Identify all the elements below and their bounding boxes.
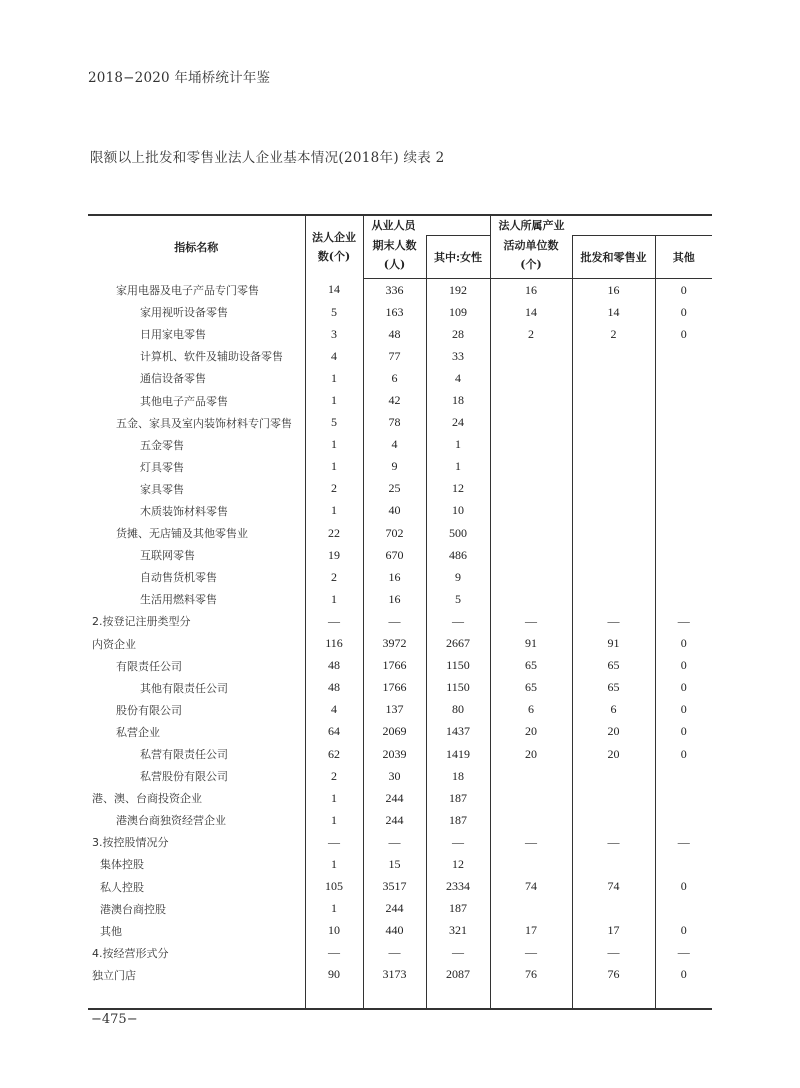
row-indicator-name: 其他 xyxy=(100,924,122,938)
cell-other xyxy=(655,588,712,610)
statistics-table xyxy=(88,214,712,1010)
cell-legal-entities: 1 xyxy=(305,389,363,411)
header-legal-entities xyxy=(305,215,363,279)
cell-wholesale-retail xyxy=(572,898,655,920)
cell-female: 187 xyxy=(426,809,490,831)
cell-other xyxy=(655,898,712,920)
table-row xyxy=(88,677,712,699)
cell-activity-units xyxy=(490,853,572,875)
row-indicator-name: 2.按登记注册类型分 xyxy=(92,615,191,629)
table-row xyxy=(88,301,712,323)
header-female: 其中:女性 xyxy=(426,236,490,279)
cell-activity-units xyxy=(490,588,572,610)
row-indicator-name: 五金零售 xyxy=(140,438,184,452)
header-activity-units-line1: 活动单位数 xyxy=(503,238,559,252)
cell-year-end-count: 40 xyxy=(363,500,426,522)
row-indicator-name: 家用电器及电子产品专门零售 xyxy=(116,283,259,297)
cell-wholesale-retail xyxy=(572,478,655,500)
cell-legal-entities: 14 xyxy=(305,279,363,302)
cell-female: 1150 xyxy=(426,655,490,677)
header-legal-entities-line2: 数(个) xyxy=(317,250,351,264)
cell-other: — xyxy=(655,831,712,853)
header-employees-group: 从业人员 xyxy=(363,215,490,236)
cell-legal-entities: 105 xyxy=(305,876,363,898)
cell-activity-units: 20 xyxy=(490,721,572,743)
cell-wholesale-retail xyxy=(572,544,655,566)
cell-legal-entities: 4 xyxy=(305,345,363,367)
running-head: 2018−2020 年埇桥统计年鉴 xyxy=(88,70,271,86)
spacer-cell xyxy=(572,986,655,1009)
row-indicator-name: 日用家电零售 xyxy=(140,328,206,342)
cell-female: 24 xyxy=(426,412,490,434)
cell-wholesale-retail xyxy=(572,853,655,875)
cell-legal-entities: 48 xyxy=(305,677,363,699)
table-row xyxy=(88,876,712,898)
cell-activity-units xyxy=(490,456,572,478)
cell-year-end-count: 42 xyxy=(363,389,426,411)
cell-female: 109 xyxy=(426,301,490,323)
cell-activity-units: 65 xyxy=(490,677,572,699)
cell-female: 321 xyxy=(426,920,490,942)
row-indicator-name: 互联网零售 xyxy=(140,549,195,563)
cell-female: 2667 xyxy=(426,633,490,655)
cell-wholesale-retail: 6 xyxy=(572,699,655,721)
cell-female: 1 xyxy=(426,434,490,456)
cell-activity-units xyxy=(490,367,572,389)
cell-activity-units: 20 xyxy=(490,743,572,765)
cell-female: 9 xyxy=(426,566,490,588)
row-indicator-name: 有限责任公司 xyxy=(116,659,182,673)
cell-legal-entities: 1 xyxy=(305,898,363,920)
row-indicator-name: 私营企业 xyxy=(116,725,160,739)
cell-activity-units xyxy=(490,765,572,787)
cell-other: 0 xyxy=(655,920,712,942)
cell-wholesale-retail: 20 xyxy=(572,743,655,765)
table-row xyxy=(88,721,712,743)
cell-legal-entities: 5 xyxy=(305,412,363,434)
cell-other: 0 xyxy=(655,876,712,898)
spacer-cell xyxy=(655,986,712,1009)
cell-activity-units: 14 xyxy=(490,301,572,323)
cell-year-end-count: 670 xyxy=(363,544,426,566)
table-row xyxy=(88,920,712,942)
cell-female: 33 xyxy=(426,345,490,367)
cell-activity-units: 6 xyxy=(490,699,572,721)
cell-legal-entities: 2 xyxy=(305,478,363,500)
row-indicator-name: 独立门店 xyxy=(92,968,136,982)
cell-activity-units: 17 xyxy=(490,920,572,942)
cell-other xyxy=(655,544,712,566)
cell-year-end-count: 3517 xyxy=(363,876,426,898)
table-row xyxy=(88,809,712,831)
cell-legal-entities: 10 xyxy=(305,920,363,942)
cell-other: — xyxy=(655,610,712,632)
cell-wholesale-retail: 20 xyxy=(572,721,655,743)
cell-activity-units: 16 xyxy=(490,279,572,302)
cell-year-end-count: 4 xyxy=(363,434,426,456)
table-row xyxy=(88,831,712,853)
cell-year-end-count: 9 xyxy=(363,456,426,478)
cell-legal-entities: 62 xyxy=(305,743,363,765)
cell-female: 1 xyxy=(426,456,490,478)
row-indicator-name: 家具零售 xyxy=(140,482,184,496)
cell-wholesale-retail xyxy=(572,809,655,831)
cell-other: 0 xyxy=(655,677,712,699)
cell-activity-units xyxy=(490,389,572,411)
cell-wholesale-retail xyxy=(572,588,655,610)
cell-wholesale-retail xyxy=(572,522,655,544)
cell-female: — xyxy=(426,610,490,632)
cell-activity-units: 91 xyxy=(490,633,572,655)
table-row xyxy=(88,655,712,677)
cell-other: 0 xyxy=(655,699,712,721)
cell-activity-units: 2 xyxy=(490,323,572,345)
table-row xyxy=(88,964,712,986)
cell-wholesale-retail xyxy=(572,456,655,478)
cell-wholesale-retail: 65 xyxy=(572,655,655,677)
cell-year-end-count: — xyxy=(363,831,426,853)
cell-female: 5 xyxy=(426,588,490,610)
cell-female: 18 xyxy=(426,389,490,411)
cell-activity-units xyxy=(490,345,572,367)
cell-wholesale-retail: — xyxy=(572,831,655,853)
header-industry-group: 法人所属产业 xyxy=(490,215,712,236)
cell-activity-units xyxy=(490,478,572,500)
table-row xyxy=(88,434,712,456)
table-row xyxy=(88,522,712,544)
cell-legal-entities: 2 xyxy=(305,566,363,588)
cell-female: 486 xyxy=(426,544,490,566)
row-indicator-name: 私营股份有限公司 xyxy=(140,770,228,784)
cell-year-end-count: 137 xyxy=(363,699,426,721)
cell-year-end-count: 1766 xyxy=(363,655,426,677)
cell-activity-units xyxy=(490,544,572,566)
cell-female: 1437 xyxy=(426,721,490,743)
cell-year-end-count: 244 xyxy=(363,809,426,831)
cell-activity-units xyxy=(490,566,572,588)
cell-other: 0 xyxy=(655,279,712,302)
cell-other xyxy=(655,389,712,411)
row-indicator-name: 港澳台商独资经营企业 xyxy=(116,814,226,828)
cell-other xyxy=(655,566,712,588)
cell-other: 0 xyxy=(655,655,712,677)
cell-year-end-count: 244 xyxy=(363,898,426,920)
cell-wholesale-retail: 74 xyxy=(572,876,655,898)
cell-activity-units xyxy=(490,434,572,456)
cell-legal-entities: 22 xyxy=(305,522,363,544)
cell-other xyxy=(655,500,712,522)
row-indicator-name: 灯具零售 xyxy=(140,460,184,474)
cell-female: 1150 xyxy=(426,677,490,699)
cell-activity-units xyxy=(490,500,572,522)
cell-legal-entities: 48 xyxy=(305,655,363,677)
table-row xyxy=(88,456,712,478)
table-row xyxy=(88,743,712,765)
cell-other: 0 xyxy=(655,743,712,765)
cell-legal-entities: 1 xyxy=(305,809,363,831)
cell-legal-entities: 90 xyxy=(305,964,363,986)
row-indicator-name: 计算机、软件及辅助设备零售 xyxy=(140,350,283,364)
cell-legal-entities: 1 xyxy=(305,367,363,389)
cell-year-end-count: 16 xyxy=(363,588,426,610)
row-indicator-name: 港澳台商控股 xyxy=(100,902,166,916)
row-indicator-name: 货摊、无店铺及其他零售业 xyxy=(116,527,248,541)
row-indicator-name: 4.按经营形式分 xyxy=(92,946,169,960)
table-row xyxy=(88,588,712,610)
cell-female: 28 xyxy=(426,323,490,345)
row-indicator-name: 私人控股 xyxy=(100,880,144,894)
cell-wholesale-retail xyxy=(572,367,655,389)
table-row xyxy=(88,566,712,588)
cell-activity-units: — xyxy=(490,831,572,853)
row-indicator-name: 内资企业 xyxy=(92,637,136,651)
row-indicator-name: 私营有限责任公司 xyxy=(140,748,228,762)
table-row xyxy=(88,412,712,434)
table-row xyxy=(88,478,712,500)
cell-other: 0 xyxy=(655,633,712,655)
cell-legal-entities: 1 xyxy=(305,853,363,875)
row-indicator-name: 五金、家具及室内装饰材料专门零售 xyxy=(116,416,292,430)
cell-year-end-count: 25 xyxy=(363,478,426,500)
cell-other: 0 xyxy=(655,301,712,323)
cell-year-end-count: 77 xyxy=(363,345,426,367)
cell-other xyxy=(655,345,712,367)
cell-wholesale-retail xyxy=(572,345,655,367)
cell-other xyxy=(655,434,712,456)
cell-other xyxy=(655,367,712,389)
cell-other: — xyxy=(655,942,712,964)
cell-female: 4 xyxy=(426,367,490,389)
cell-wholesale-retail xyxy=(572,787,655,809)
table-row xyxy=(88,500,712,522)
cell-female: 187 xyxy=(426,787,490,809)
cell-year-end-count: 163 xyxy=(363,301,426,323)
cell-activity-units xyxy=(490,522,572,544)
cell-activity-units: — xyxy=(490,942,572,964)
header-activity-units-line2: (个) xyxy=(520,257,542,271)
cell-legal-entities: 19 xyxy=(305,544,363,566)
cell-wholesale-retail: 16 xyxy=(572,279,655,302)
cell-year-end-count: 30 xyxy=(363,765,426,787)
table-row xyxy=(88,345,712,367)
cell-other xyxy=(655,412,712,434)
cell-female: 2334 xyxy=(426,876,490,898)
cell-year-end-count: 3972 xyxy=(363,633,426,655)
cell-year-end-count: 16 xyxy=(363,566,426,588)
header-year-end-count-line1: 期末人数 xyxy=(372,238,417,252)
spacer-cell xyxy=(305,986,363,1009)
cell-year-end-count: 2039 xyxy=(363,743,426,765)
cell-other xyxy=(655,478,712,500)
cell-year-end-count: 244 xyxy=(363,787,426,809)
table-row xyxy=(88,942,712,964)
cell-wholesale-retail xyxy=(572,389,655,411)
cell-legal-entities: 3 xyxy=(305,323,363,345)
cell-wholesale-retail xyxy=(572,500,655,522)
cell-year-end-count: 336 xyxy=(363,279,426,302)
cell-female: 80 xyxy=(426,699,490,721)
cell-female: 2087 xyxy=(426,964,490,986)
header-wholesale-retail: 批发和零售业 xyxy=(572,236,655,279)
table-row xyxy=(88,389,712,411)
cell-legal-entities: 1 xyxy=(305,588,363,610)
row-indicator-name: 港、澳、台商投资企业 xyxy=(92,792,202,806)
header-year-end-count xyxy=(363,236,426,279)
cell-year-end-count: 6 xyxy=(363,367,426,389)
cell-legal-entities: — xyxy=(305,942,363,964)
cell-year-end-count: 702 xyxy=(363,522,426,544)
spacer-cell xyxy=(88,986,305,1009)
cell-other: 0 xyxy=(655,323,712,345)
cell-year-end-count: — xyxy=(363,942,426,964)
cell-activity-units: 76 xyxy=(490,964,572,986)
row-indicator-name: 自动售货机零售 xyxy=(140,571,217,585)
header-legal-entities-line1: 法人企业 xyxy=(312,231,356,245)
table-row xyxy=(88,898,712,920)
cell-legal-entities: 1 xyxy=(305,500,363,522)
cell-legal-entities: 1 xyxy=(305,787,363,809)
cell-activity-units: 74 xyxy=(490,876,572,898)
cell-other: 0 xyxy=(655,721,712,743)
cell-wholesale-retail: 2 xyxy=(572,323,655,345)
cell-wholesale-retail: 17 xyxy=(572,920,655,942)
header-other: 其他 xyxy=(655,236,712,279)
cell-female: — xyxy=(426,942,490,964)
cell-wholesale-retail xyxy=(572,434,655,456)
table-title: 限额以上批发和零售业法人企业基本情况(2018年) 续表 2 xyxy=(90,150,445,166)
cell-female: 500 xyxy=(426,522,490,544)
row-indicator-name: 3.按控股情况分 xyxy=(92,836,169,850)
cell-wholesale-retail: 91 xyxy=(572,633,655,655)
cell-legal-entities: 4 xyxy=(305,699,363,721)
row-indicator-name: 家用视听设备零售 xyxy=(140,306,228,320)
cell-year-end-count: 1766 xyxy=(363,677,426,699)
spacer-cell xyxy=(426,986,490,1009)
cell-year-end-count: 48 xyxy=(363,323,426,345)
cell-other xyxy=(655,456,712,478)
row-indicator-name: 生活用燃料零售 xyxy=(140,593,217,607)
table-row xyxy=(88,544,712,566)
cell-legal-entities: 1 xyxy=(305,434,363,456)
cell-female: 12 xyxy=(426,853,490,875)
cell-other: 0 xyxy=(655,964,712,986)
cell-wholesale-retail: 65 xyxy=(572,677,655,699)
cell-female: 192 xyxy=(426,279,490,302)
table-bottom-spacer xyxy=(88,986,712,1009)
cell-wholesale-retail: — xyxy=(572,610,655,632)
cell-year-end-count: 15 xyxy=(363,853,426,875)
row-indicator-name: 其他电子产品零售 xyxy=(140,394,228,408)
table-row xyxy=(88,367,712,389)
cell-female: 12 xyxy=(426,478,490,500)
row-indicator-name: 木质装饰材料零售 xyxy=(140,504,228,518)
header-indicator: 指标名称 xyxy=(88,215,305,279)
cell-legal-entities: 2 xyxy=(305,765,363,787)
cell-year-end-count: 78 xyxy=(363,412,426,434)
table-row xyxy=(88,699,712,721)
cell-activity-units: — xyxy=(490,610,572,632)
cell-activity-units xyxy=(490,898,572,920)
row-indicator-name: 集体控股 xyxy=(100,858,144,872)
cell-activity-units xyxy=(490,809,572,831)
cell-legal-entities: 64 xyxy=(305,721,363,743)
cell-other xyxy=(655,522,712,544)
cell-female: 1419 xyxy=(426,743,490,765)
cell-activity-units xyxy=(490,412,572,434)
cell-wholesale-retail: — xyxy=(572,942,655,964)
row-indicator-name: 通信设备零售 xyxy=(140,372,206,386)
cell-year-end-count: 2069 xyxy=(363,721,426,743)
cell-wholesale-retail xyxy=(572,412,655,434)
header-activity-units xyxy=(490,236,572,279)
table-row xyxy=(88,610,712,632)
cell-year-end-count: 440 xyxy=(363,920,426,942)
cell-legal-entities: — xyxy=(305,831,363,853)
page-number: −475− xyxy=(91,1012,138,1027)
cell-other xyxy=(655,809,712,831)
table-row xyxy=(88,765,712,787)
cell-other xyxy=(655,765,712,787)
cell-female: — xyxy=(426,831,490,853)
cell-legal-entities: 116 xyxy=(305,633,363,655)
table-row xyxy=(88,787,712,809)
table-row xyxy=(88,279,712,302)
row-indicator-name: 其他有限责任公司 xyxy=(140,681,228,695)
cell-other xyxy=(655,853,712,875)
table-row xyxy=(88,323,712,345)
spacer-cell xyxy=(363,986,426,1009)
cell-female: 18 xyxy=(426,765,490,787)
spacer-cell xyxy=(490,986,572,1009)
cell-wholesale-retail: 14 xyxy=(572,301,655,323)
cell-year-end-count: 3173 xyxy=(363,964,426,986)
cell-legal-entities: 1 xyxy=(305,456,363,478)
cell-legal-entities: — xyxy=(305,610,363,632)
cell-female: 187 xyxy=(426,898,490,920)
table-row xyxy=(88,633,712,655)
header-year-end-count-line2: (人) xyxy=(383,257,406,271)
cell-wholesale-retail xyxy=(572,765,655,787)
cell-activity-units xyxy=(490,787,572,809)
cell-female: 10 xyxy=(426,500,490,522)
cell-wholesale-retail xyxy=(572,566,655,588)
cell-other xyxy=(655,787,712,809)
cell-legal-entities: 5 xyxy=(305,301,363,323)
cell-wholesale-retail: 76 xyxy=(572,964,655,986)
table-body xyxy=(88,279,712,1010)
table-row xyxy=(88,853,712,875)
cell-activity-units: 65 xyxy=(490,655,572,677)
cell-year-end-count: — xyxy=(363,610,426,632)
row-indicator-name: 股份有限公司 xyxy=(116,703,182,717)
